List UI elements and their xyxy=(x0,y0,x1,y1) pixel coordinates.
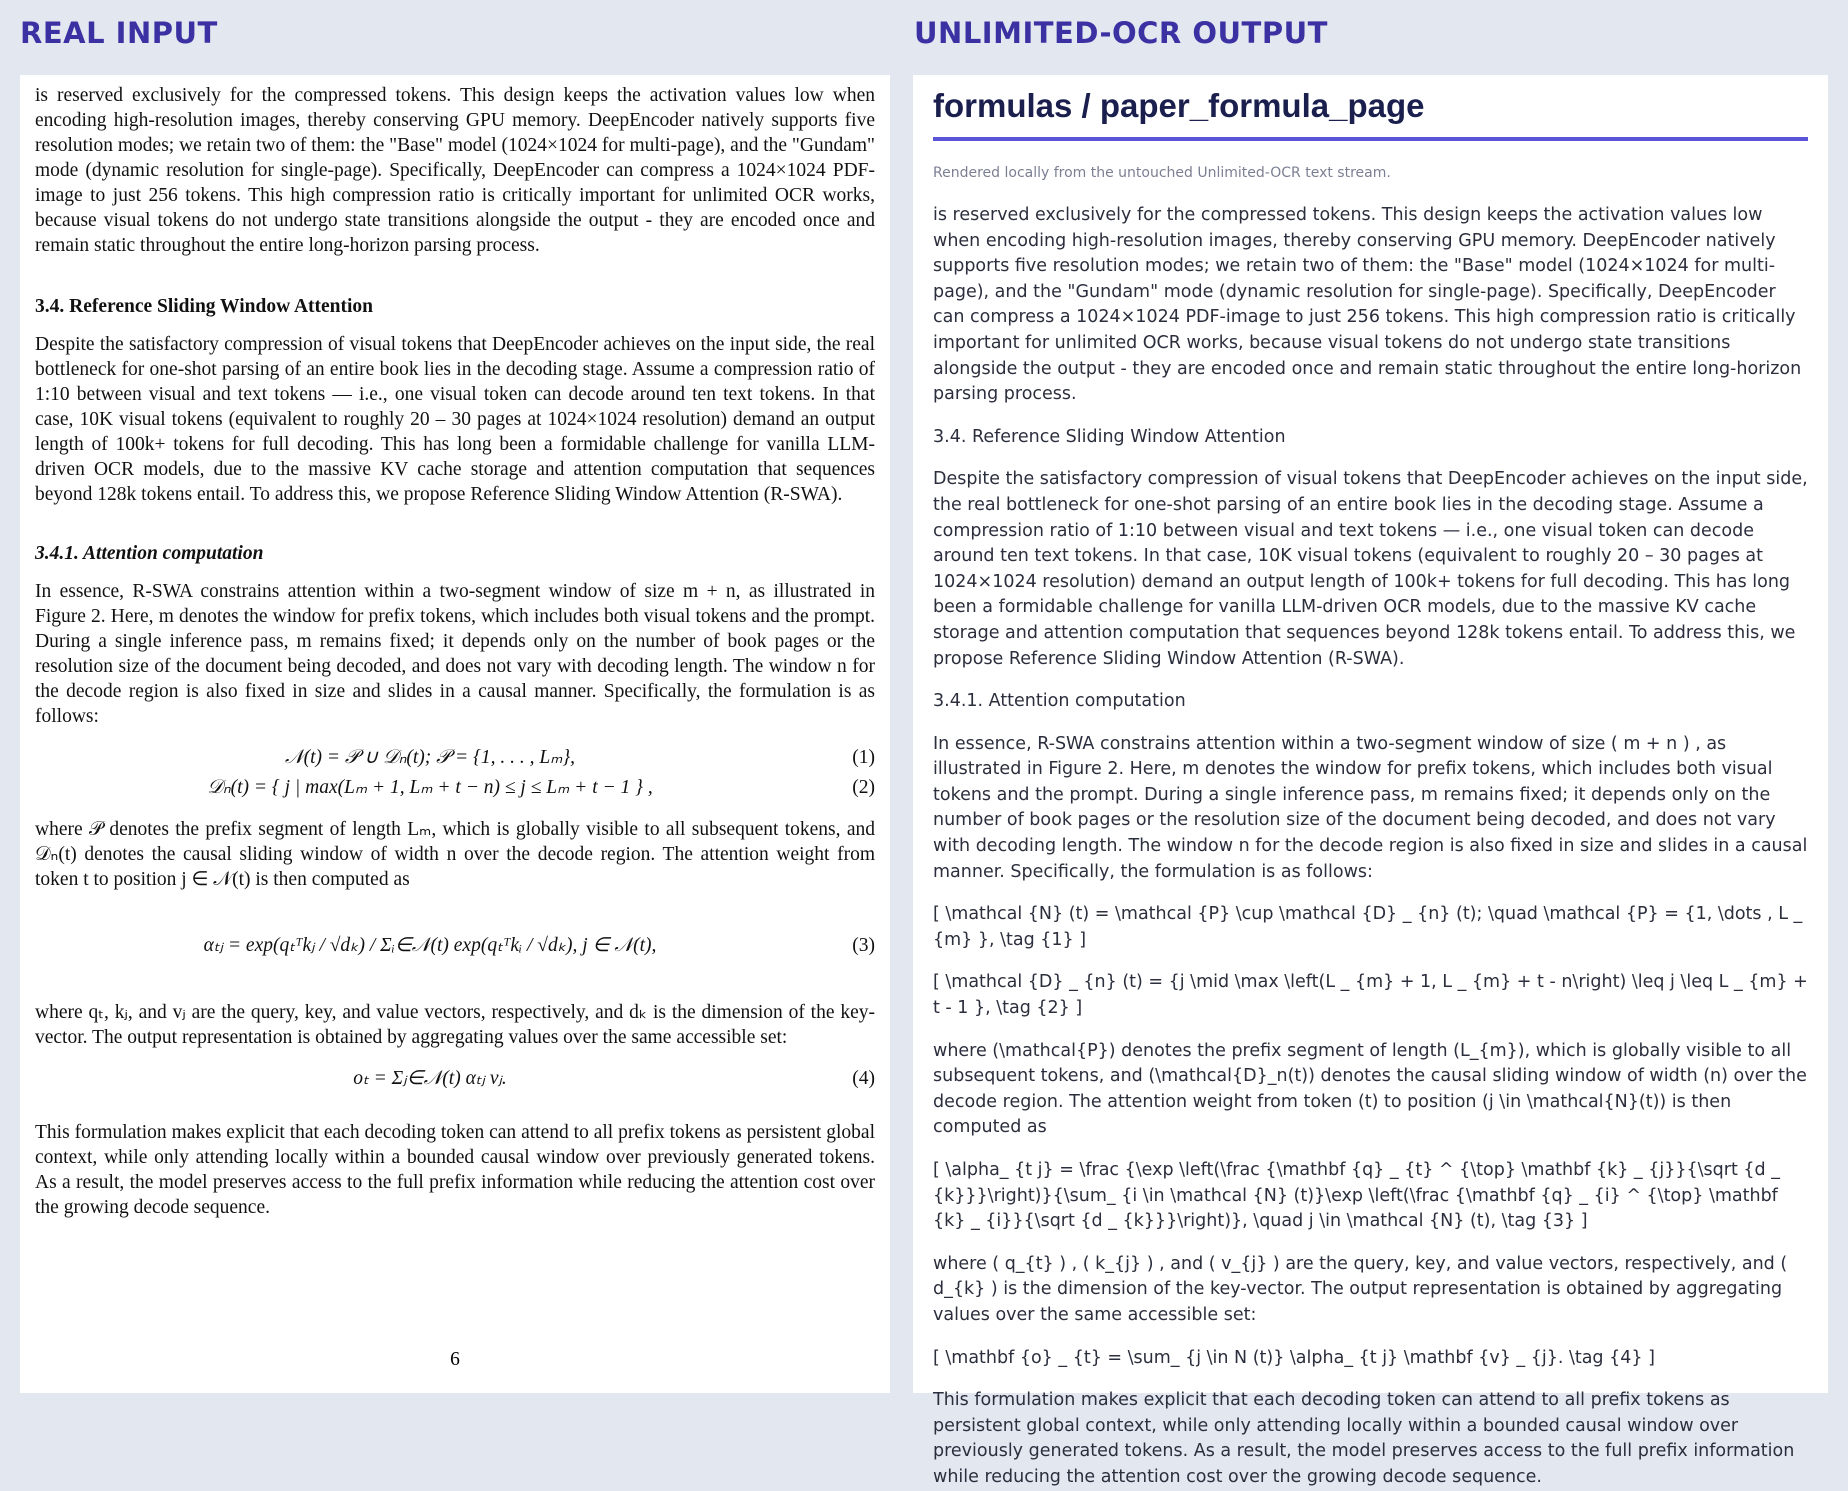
ocr-section-title: 3.4. Reference Sliding Window Attention xyxy=(933,426,1286,447)
paper-paragraph: Despite the satisfactory compression of visual tokens that DeepEncoder achieves on the input side, the real bottleneck for one-shot parsing of an entire book lies in the decoding stage. Assume a compression ratio of 1:10 between visual and text tokens — i.e., one visual token can decode around ten text tokens. In that case, 10K visual tokens (equivalent to roughly 20 – 30 pages at 1024×1024 resolution) demand an output length of 100k+ tokens for full decoding. This has long been a formidable challenge for vanilla LLM-driven OCR models, due to the massive KV cache storage and attention computation that sequences beyond 128k tokens entail. To address this, we propose Reference Sliding Window Attention (R-SWA). xyxy=(35,334,875,505)
paper-paragraph: where qₜ, kⱼ, and vⱼ are the query, key, and value vectors, respectively, and dₖ is the dimension of the key-vector. The output representation is obtained by aggregating values over the same accessible set: xyxy=(35,1002,875,1048)
equation-1-number: (1) xyxy=(852,747,875,768)
ocr-equation-3: [ \alpha_ {t j} = \frac {\exp \left(\frac {\mathbf {q} _ {t} ^ {\top} \mathbf {k} _ {j}}{\sqrt {d _ {k}}}\right)}{\sum_ {i \in \mathcal {N} (t)}\exp \left(\frac {\mathbf {q} _ {i} ^ {\top} \mathbf {k} _ {i}}{\sqrt {d _ {k}}}\right)}, \quad j \in \mathcal {N} (t), \tag {3} ] xyxy=(933,1160,1780,1232)
ocr-paragraph: where (\mathcal{P}) denotes the prefix segment of length (L_{m}), which is globally visible to all subsequent tokens, and (\mathcal{D}_n(t)) denotes the causal sliding window of width (n) over the decode region. The attention weight from token (t) to position (j \in \mathcal{N}(t)) is then computed as xyxy=(933,1040,1807,1138)
equation-4-number: (4) xyxy=(852,1068,875,1089)
ocr-paragraph: This formulation makes explicit that each decoding token can attend to all prefix tokens as persistent global context, while only attending locally within a bounded causal window over previously generated tokens. As a result, the model preserves access to the full prefix information while reducing the attention cost over the growing decode sequence. xyxy=(933,1390,1795,1487)
equation-1 xyxy=(35,745,875,771)
paper-paragraph: where 𝒫 denotes the prefix segment of length Lₘ, which is globally visible to all subsequent tokens, and 𝒟ₙ(t) denotes the causal sliding window of width n over the decode region. The attention weight from token t to position j ∈ 𝒩(t) is then computed as xyxy=(35,819,875,890)
ocr-equation-2: [ \mathcal {D} _ {n} (t) = {j \mid \max \left(L _ {m} + 1, L _ {m} + t - n\right) \leq j \leq L _ {m} + t - 1 }, \tag {2} ] xyxy=(933,972,1808,1019)
ocr-paragraph: Despite the satisfactory compression of visual tokens that DeepEncoder achieves on the input side, the real bottleneck for one-shot parsing of an entire book lies in the decoding stage. Assume a compression ratio of 1:10 between visual and text tokens — i.e., one visual token can decode around ten text tokens. In that case, 10K visual tokens (equivalent to roughly 20 – 30 pages at 1024×1024 resolution) demand an output length of 100k+ tokens for full decoding. This has long been a formidable challenge for vanilla LLM-driven OCR models, due to the massive KV cache storage and attention computation that sequences beyond 128k tokens entail. To address this, we propose Reference Sliding Window Attention (R-SWA). xyxy=(933,469,1808,669)
ocr-output-panel xyxy=(913,75,1828,1487)
equation-2-body: 𝒟ₙ(t) = { j | max(Lₘ + 1, Lₘ + t − n) ≤ j ≤ Lₘ + t − 1 } , xyxy=(207,777,653,798)
ocr-title: formulas / paper_formula_page xyxy=(933,87,1808,141)
paper-paragraph: In essence, R-SWA constrains attention within a two-segment window of size m + n, as illustrated in Figure 2. Here, m denotes the window for prefix tokens, which includes both visual tokens and the prompt. During a single inference pass, m remains fixed; it depends only on the number of book pages or the resolution size of the document being decoded, and does not vary with decoding length. The window n for the decode region is also fixed in size and slides in a causal manner. Specifically, the formulation is as follows: xyxy=(35,581,875,727)
equation-1-body: 𝒩(t) = 𝒫 ∪ 𝒟ₙ(t); 𝒫 = {1, . . . , Lₘ}, xyxy=(284,747,576,768)
section-title: 3.4. Reference Sliding Window Attention xyxy=(35,296,374,317)
equation-2 xyxy=(35,775,875,801)
equation-3-number: (3) xyxy=(852,935,875,956)
ocr-output-heading: UNLIMITED-OCR OUTPUT xyxy=(914,16,1328,50)
equation-2-number: (2) xyxy=(852,777,875,798)
equation-3 xyxy=(35,896,875,996)
paper-paragraph: This formulation makes explicit that each decoding token can attend to all prefix tokens as persistent global context, while only attending locally within a bounded causal window over previously generated tokens. As a result, the model preserves access to the full prefix information while reducing the attention cost over the growing decode sequence. xyxy=(35,1122,875,1218)
ocr-render xyxy=(913,75,1828,1491)
paper-page xyxy=(20,75,890,1220)
equation-3-body: αₜⱼ = exp(qₜᵀkⱼ / √dₖ) / Σᵢ∈𝒩(t) exp(qₜᵀkᵢ / √dₖ), j ∈ 𝒩(t), xyxy=(203,935,657,956)
ocr-paragraph: is reserved exclusively for the compressed tokens. This design keeps the activation values low when encoding high-resolution images, thereby conserving GPU memory. DeepEncoder natively supports five resolution modes; we retain two of them: the "Base" model (1024×1024 for multi-page), and the "Gundam" mode (dynamic resolution for single-page). Specifically, DeepEncoder can compress a 1024×1024 PDF-image to just 256 tokens. This high compression ratio is critically important for unlimited OCR works, because visual tokens do not undergo state transitions alongside the output - they are encoded once and remain static throughout the entire long-horizon parsing process. xyxy=(933,205,1802,405)
real-input-panel xyxy=(20,75,890,1393)
equation-4 xyxy=(35,1054,875,1104)
page-number: 6 xyxy=(450,1349,460,1370)
real-input-heading: REAL INPUT xyxy=(20,16,218,50)
ocr-paragraph: In essence, R-SWA constrains attention within a two-segment window of size ( m + n ) , as illustrated in Figure 2. Here, m denotes the window for prefix tokens, which includes both visual tokens and the prompt. During a single inference pass, m remains fixed; it depends only on the number of book pages or the resolution size of the document being decoded, and does not vary with decoding length. The window n for the decode region is also fixed in size and slides in a causal manner. Specifically, the formulation is as follows: xyxy=(933,733,1808,882)
ocr-paragraph: where ( q_{t} ) , ( k_{j} ) , and ( v_{j} ) are the query, key, and value vectors, respectively, and ( d_{k} ) is the dimension of the key-vector. The output representation is obtained by aggregating values over the same accessible set: xyxy=(933,1253,1788,1325)
ocr-subtitle: Rendered locally from the untouched Unlimited-OCR text stream. xyxy=(933,165,1391,181)
equation-4-body: oₜ = Σⱼ∈𝒩(t) αₜⱼ vⱼ. xyxy=(353,1068,507,1089)
paper-paragraph: is reserved exclusively for the compressed tokens. This design keeps the activation values low when encoding high-resolution images, thereby conserving GPU memory. DeepEncoder natively supports five resolution modes; we retain two of them: the "Base" model (1024×1024 for multi-page), and the "Gundam" mode (dynamic resolution for single-page). Specifically, DeepEncoder can compress a 1024×1024 PDF-image to just 256 tokens. This high compression ratio is critically important for unlimited OCR works, because visual tokens do not undergo state transitions alongside the output - they are encoded once and remain static throughout the entire long-horizon parsing process. xyxy=(35,85,875,256)
ocr-equation-1: [ \mathcal {N} (t) = \mathcal {P} \cup \mathcal {D} _ {n} (t); \quad \mathcal {P} = {1, \dots , L _ {m} }, \tag {1} ] xyxy=(933,904,1803,950)
ocr-equation-4: [ \mathbf {o} _ {t} = \sum_ {j \in N (t)} \alpha_ {t j} \mathbf {v} _ {j}. \tag {4} ] xyxy=(933,1347,1655,1368)
subsection-title: 3.4.1. Attention computation xyxy=(35,543,264,564)
ocr-subsection-title: 3.4.1. Attention computation xyxy=(933,691,1186,712)
